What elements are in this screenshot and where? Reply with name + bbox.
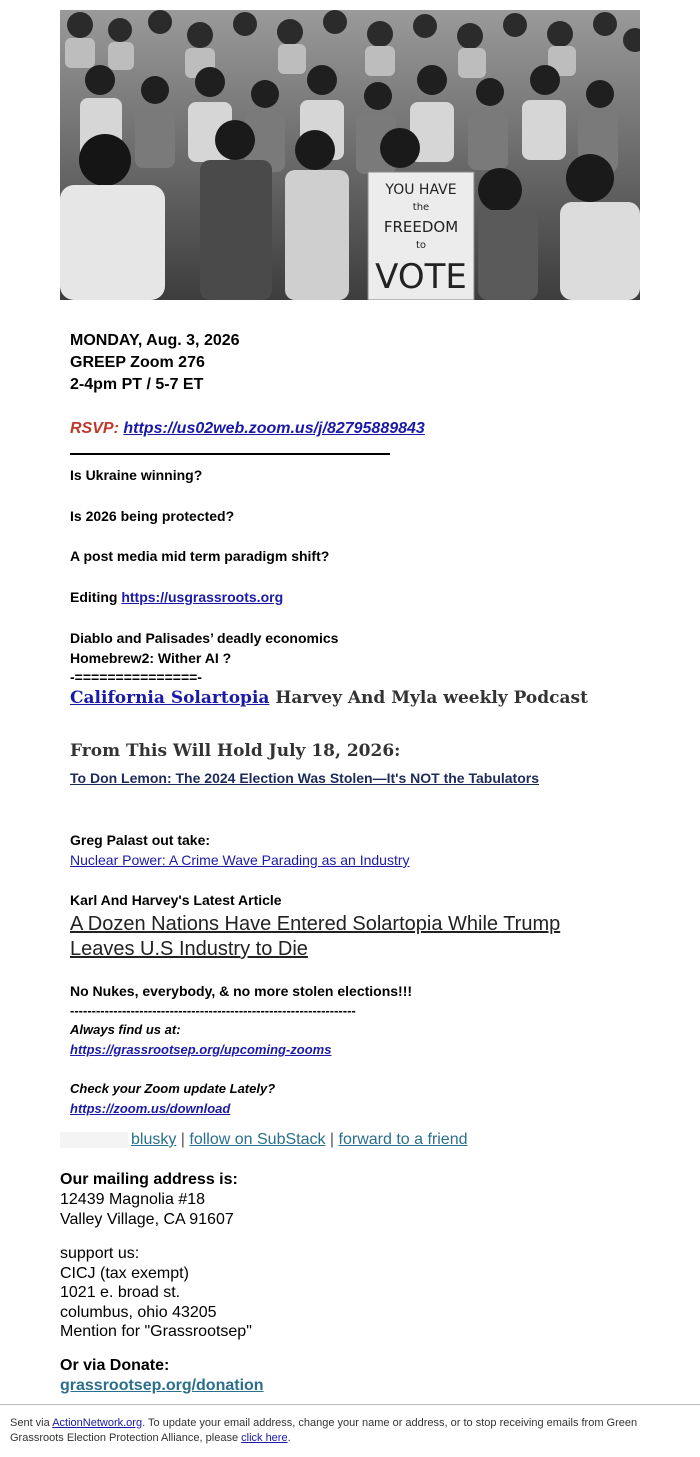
mailing-line2: Valley Village, CA 91607 [60,1211,234,1228]
zoom-download-link[interactable]: https://zoom.us/download [70,1101,231,1116]
podcast-text: Harvey And Myla weekly Podcast [269,688,588,708]
social-links [60,1131,467,1149]
topic-paradigm: A post media mid term paradigm shift? [70,548,330,564]
find-us-label: Always find us at: [70,1022,181,1037]
support-block [60,1244,252,1342]
zoom-download-row [70,1101,230,1116]
substack-link[interactable]: follow on SubStack [189,1131,326,1148]
event-date: MONDAY, Aug. 3, 2026 [70,332,240,349]
solartopia-article-link[interactable]: A Dozen Nations Have Entered Solartopia While Trump Leaves U.S Industry to Die [70,913,561,960]
support-l5: Mention for "Grassrootsep" [60,1323,252,1340]
editing-label: Editing [70,589,118,605]
find-us-row [70,1042,331,1057]
donation-link[interactable]: grassrootsep.org/donation [60,1377,264,1394]
svg-text:FREEDOM: FREEDOM [383,218,459,236]
don-lemon-article-link[interactable]: To Don Lemon: The 2024 Election Was Stolen—It's NOT the Tabulators [70,770,540,786]
mailing-address [60,1170,238,1230]
rsvp-label: RSVP: [70,420,119,437]
crowd-illustration [60,10,640,300]
topic-homebrew: Homebrew2: Wither AI ? [70,650,232,666]
nuclear-power-link[interactable]: Nuclear Power: A Crime Wave Parading as an Industry [70,852,410,868]
from-this-will-hold-heading: From This Will Hold July 18, 2026: [70,741,401,761]
dashed-separator: ------------------------------------------------------------------ [70,1003,356,1018]
footer-text [10,1416,690,1446]
no-nukes-text: No Nukes, everybody, & no more stolen elections!!! [70,983,413,999]
support-l1: support us: [60,1245,140,1262]
actionnetwork-link[interactable]: ActionNetwork.org [52,1417,143,1429]
footer-middle: . To update your email address, change your name or address, or to stop receiving emails from Green Grassroots Election Protection Alliance, please [10,1417,638,1444]
upcoming-zooms-link[interactable]: https://grassrootsep.org/upcoming-zooms [70,1042,332,1057]
topic-ukraine: Is Ukraine winning? [70,467,203,483]
article-heading: Karl And Harvey's Latest Article [70,892,282,908]
unsubscribe-link[interactable]: click here [241,1432,288,1444]
footer-suffix: . [287,1432,291,1444]
topic-separator: -===============- [70,669,202,685]
vote-sign [368,172,474,300]
bluesky-link[interactable]: blusky [131,1131,177,1148]
event-details [70,330,240,396]
mailing-line1: 12439 Magnolia #18 [60,1191,206,1208]
social-sep-2: | [325,1131,339,1148]
rsvp-line [70,420,425,438]
svg-text:the: the [412,202,430,213]
hero-photo [60,10,640,300]
rsvp-zoom-link[interactable]: https://us02web.zoom.us/j/82795889843 [123,420,425,437]
event-name: GREEP Zoom 276 [70,354,205,371]
topic-diablo: Diablo and Palisades’ deadly economics [70,630,339,646]
mailing-heading: Our mailing address is: [60,1171,238,1188]
divider-line [70,453,390,455]
topic-editing [70,588,283,606]
forward-link[interactable]: forward to a friend [338,1131,468,1148]
svg-text:VOTE: VOTE [375,257,467,297]
support-l2: CICJ (tax exempt) [60,1264,189,1282]
topic-2026: Is 2026 being protected? [70,508,235,524]
svg-text:to: to [415,240,427,251]
solartopia-link[interactable]: California Solartopia [70,688,270,708]
palast-heading: Greg Palast out take: [70,832,211,848]
donate-heading: Or via Donate: [60,1357,170,1374]
svg-text:YOU HAVE: YOU HAVE [385,182,457,198]
footer-prefix: Sent via [10,1417,53,1429]
podcast-line [70,688,588,708]
zoom-update-label: Check your Zoom update Lately? [70,1081,276,1096]
usgrassroots-link[interactable]: https://usgrassroots.org [121,589,284,605]
email-footer [0,1404,700,1457]
support-l4: columbus, ohio 43205 [60,1303,217,1321]
event-time: 2-4pm PT / 5-7 ET [70,376,204,393]
social-sep-1: | [176,1131,190,1148]
bluesky-icon [60,1132,128,1148]
support-l3: 1021 e. broad st. [60,1284,181,1301]
